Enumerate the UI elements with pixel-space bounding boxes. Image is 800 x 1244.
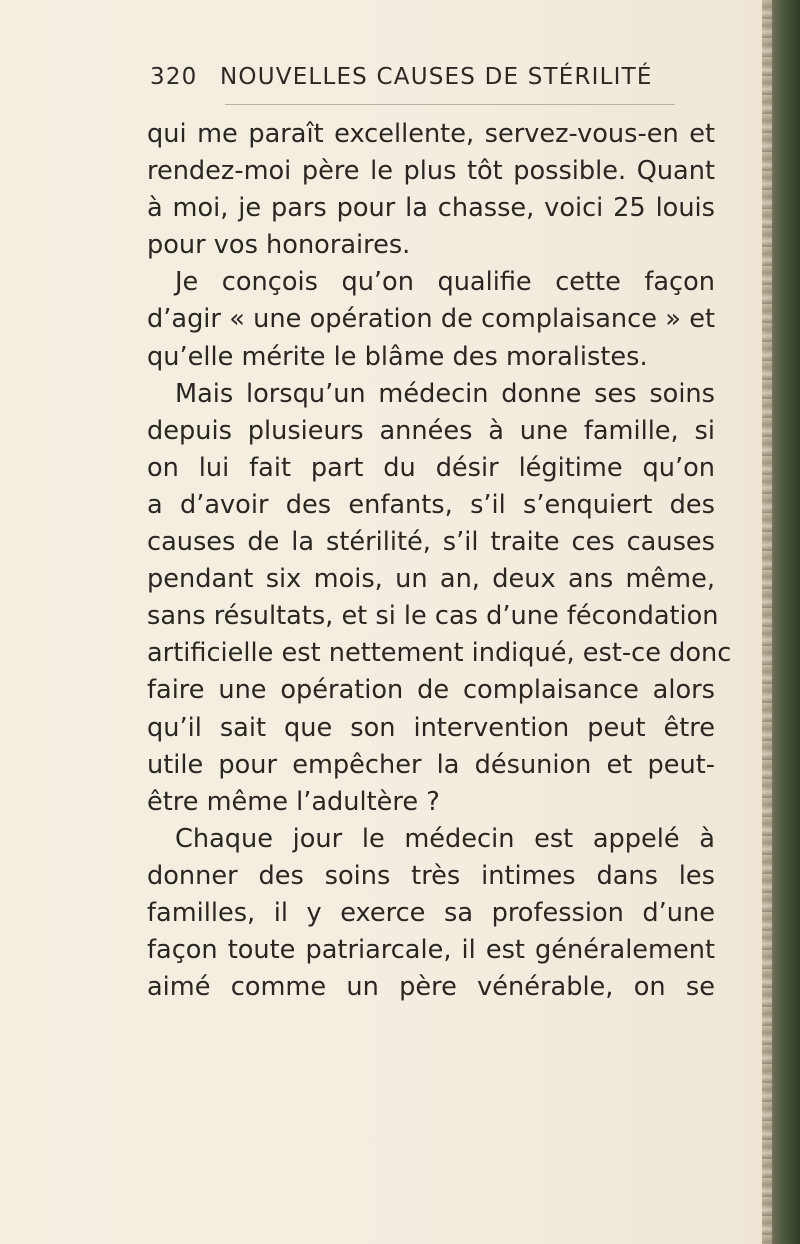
text-line: artificielle est nettement indiqué, est-ce donc <box>147 638 732 669</box>
text-line: qu’il sait que son intervention peut être <box>147 712 715 743</box>
text-line: qui me paraît excellente, servez-vous-en et <box>147 119 715 149</box>
text-line: familles, il y exerce sa profession d’une <box>147 897 715 928</box>
text-line: faire une opération de complaisance alors <box>147 675 715 706</box>
text-line: causes de la stérilité, s’il traite ces causes <box>147 527 715 558</box>
book-spine-edge <box>762 0 800 1244</box>
text-line: qu’elle mérite le blâme des moralistes. <box>147 341 648 372</box>
text-line: sans résultats, et si le cas d’une fécondation <box>147 601 719 632</box>
text-line: depuis plusieurs années à une famille, si <box>147 415 715 446</box>
page-header <box>150 64 710 104</box>
header-rule <box>225 104 675 105</box>
text-line: donner des soins très intimes dans les <box>147 860 715 891</box>
text-line: rendez-moi père le plus tôt possible. Quant <box>147 156 715 187</box>
text-line: Je conçois qu’on qualifie cette façon <box>175 267 715 298</box>
text-line: utile pour empêcher la désunion et peut- <box>147 749 715 780</box>
text-line: à moi, je pars pour la chasse, voici 25 louis <box>147 193 715 224</box>
page-number: 320 <box>150 64 198 90</box>
body-text <box>147 116 732 1006</box>
text-line: pour vos honoraires. <box>147 230 411 261</box>
running-title: NOUVELLES CAUSES DE STÉRILITÉ <box>220 64 653 90</box>
text-line: être même l’adultère ? <box>147 786 440 817</box>
text-line: Chaque jour le médecin est appelé à <box>175 823 715 854</box>
text-line: aimé comme un père vénérable, on se <box>147 972 715 1003</box>
text-line: pendant six mois, un an, deux ans même, <box>147 564 715 595</box>
text-line: on lui fait part du désir légitime qu’on <box>147 452 715 483</box>
text-line: Mais lorsqu’un médecin donne ses soins <box>175 378 715 409</box>
text-line: façon toute patriarcale, il est généralement <box>147 935 715 966</box>
text-line: a d’avoir des enfants, s’il s’enquiert des <box>147 489 715 520</box>
text-line: d’agir « une opération de complaisance » et <box>147 304 715 335</box>
